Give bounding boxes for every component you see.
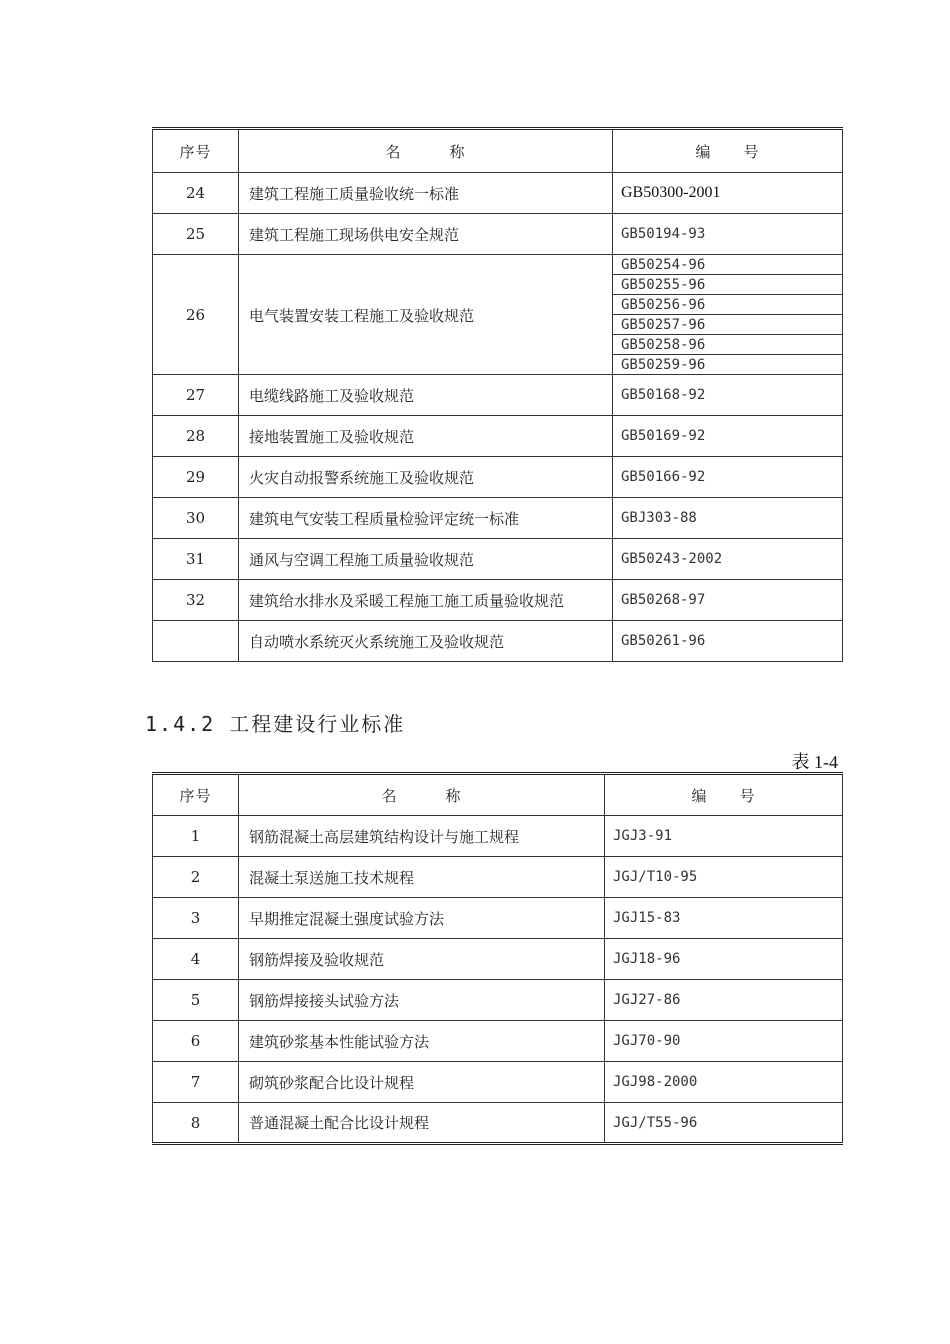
row-no: 29 — [153, 457, 239, 498]
table-row — [153, 980, 843, 1021]
row-name: 钢筋混凝土高层建筑结构设计与施工规程 — [239, 816, 605, 857]
row-name: 建筑工程施工现场供电安全规范 — [239, 214, 613, 255]
row-no: 3 — [153, 898, 239, 939]
table-row — [153, 457, 843, 498]
row-no: 1 — [153, 816, 239, 857]
row-no: 27 — [153, 375, 239, 416]
table-row — [153, 375, 843, 416]
row-name: 电缆线路施工及验收规范 — [239, 375, 613, 416]
row-no: 24 — [153, 173, 239, 214]
header-name: 名 称 — [239, 129, 613, 173]
header-code: 编 号 — [613, 129, 843, 173]
row-name: 通风与空调工程施工质量验收规范 — [239, 539, 613, 580]
row-no: 2 — [153, 857, 239, 898]
row-no: 31 — [153, 539, 239, 580]
table-row — [153, 939, 843, 980]
row-code: GB50243-2002 — [613, 539, 843, 580]
table-row — [153, 816, 843, 857]
row-name: 砌筑砂浆配合比设计规程 — [239, 1062, 605, 1103]
row-code: GB50166-92 — [613, 457, 843, 498]
row-no — [153, 621, 239, 662]
row-no: 28 — [153, 416, 239, 457]
row-code: JGJ98-2000 — [605, 1062, 843, 1103]
row-name: 建筑砂浆基本性能试验方法 — [239, 1021, 605, 1062]
row-name: 钢筋焊接及验收规范 — [239, 939, 605, 980]
section-heading: 1.4.2 工程建设行业标准 — [145, 712, 406, 736]
row-code: JGJ70-90 — [605, 1021, 843, 1062]
row-no: 4 — [153, 939, 239, 980]
row-no: 7 — [153, 1062, 239, 1103]
table-row — [153, 416, 843, 457]
row-code: GB50261-96 — [613, 621, 843, 662]
table-row — [153, 214, 843, 255]
row-no: 6 — [153, 1021, 239, 1062]
row-code: GB50268-97 — [613, 580, 843, 621]
header-no: 序号 — [153, 129, 239, 173]
header-code: 编 号 — [605, 774, 843, 816]
row-code: GB50300-2001 — [613, 173, 843, 214]
sub-code: GB50259-96 — [621, 356, 706, 373]
row-no: 8 — [153, 1103, 239, 1144]
row-no: 5 — [153, 980, 239, 1021]
row-code-list — [613, 255, 843, 375]
header-no: 序号 — [153, 774, 239, 816]
row-name: 火灾自动报警系统施工及验收规范 — [239, 457, 613, 498]
table-row — [153, 621, 843, 662]
table-row — [153, 857, 843, 898]
table-caption: 表 1-4 — [791, 752, 838, 772]
row-name: 钢筋焊接接头试验方法 — [239, 980, 605, 1021]
sub-code: GB50257-96 — [613, 315, 842, 335]
row-name: 建筑给水排水及采暖工程施工施工质量验收规范 — [239, 580, 613, 621]
row-name: 混凝土泵送施工技术规程 — [239, 857, 605, 898]
table-row — [153, 1103, 843, 1144]
row-name: 接地装置施工及验收规范 — [239, 416, 613, 457]
row-code: JGJ18-96 — [605, 939, 843, 980]
table-row — [153, 498, 843, 539]
row-code: JGJ3-91 — [605, 816, 843, 857]
header-name: 名 称 — [239, 774, 605, 816]
table-row — [153, 1062, 843, 1103]
row-no: 32 — [153, 580, 239, 621]
row-code: GBJ303-88 — [613, 498, 843, 539]
row-code: GB50194-93 — [613, 214, 843, 255]
standards-table-2 — [152, 772, 843, 1145]
row-no: 25 — [153, 214, 239, 255]
row-no: 26 — [153, 255, 239, 375]
row-code: JGJ/T55-96 — [605, 1103, 843, 1144]
sub-code: GB50254-96 — [613, 255, 842, 275]
row-name: 电气装置安装工程施工及验收规范 — [239, 255, 613, 375]
row-code: JGJ27-86 — [605, 980, 843, 1021]
table-header-row — [153, 129, 843, 173]
row-name: 建筑电气安装工程质量检验评定统一标准 — [239, 498, 613, 539]
standards-table-1 — [152, 127, 843, 662]
row-code: GB50168-92 — [613, 375, 843, 416]
table-header-row — [153, 774, 843, 816]
row-name: 建筑工程施工质量验收统一标准 — [239, 173, 613, 214]
sub-code: GB50258-96 — [613, 335, 842, 355]
row-code: GB50169-92 — [613, 416, 843, 457]
table-row — [153, 580, 843, 621]
row-name: 早期推定混凝土强度试验方法 — [239, 898, 605, 939]
row-code: JGJ/T10-95 — [605, 857, 843, 898]
row-name: 自动喷水系统灭火系统施工及验收规范 — [239, 621, 613, 662]
row-name: 普通混凝土配合比设计规程 — [239, 1103, 605, 1144]
table-row — [153, 539, 843, 580]
row-no: 30 — [153, 498, 239, 539]
sub-code: GB50255-96 — [613, 275, 842, 295]
table-row — [153, 898, 843, 939]
row-code: JGJ15-83 — [605, 898, 843, 939]
code-sublist — [613, 255, 842, 374]
table-row — [153, 1021, 843, 1062]
table-row — [153, 255, 843, 375]
table-row — [153, 173, 843, 214]
sub-code: GB50256-96 — [613, 295, 842, 315]
